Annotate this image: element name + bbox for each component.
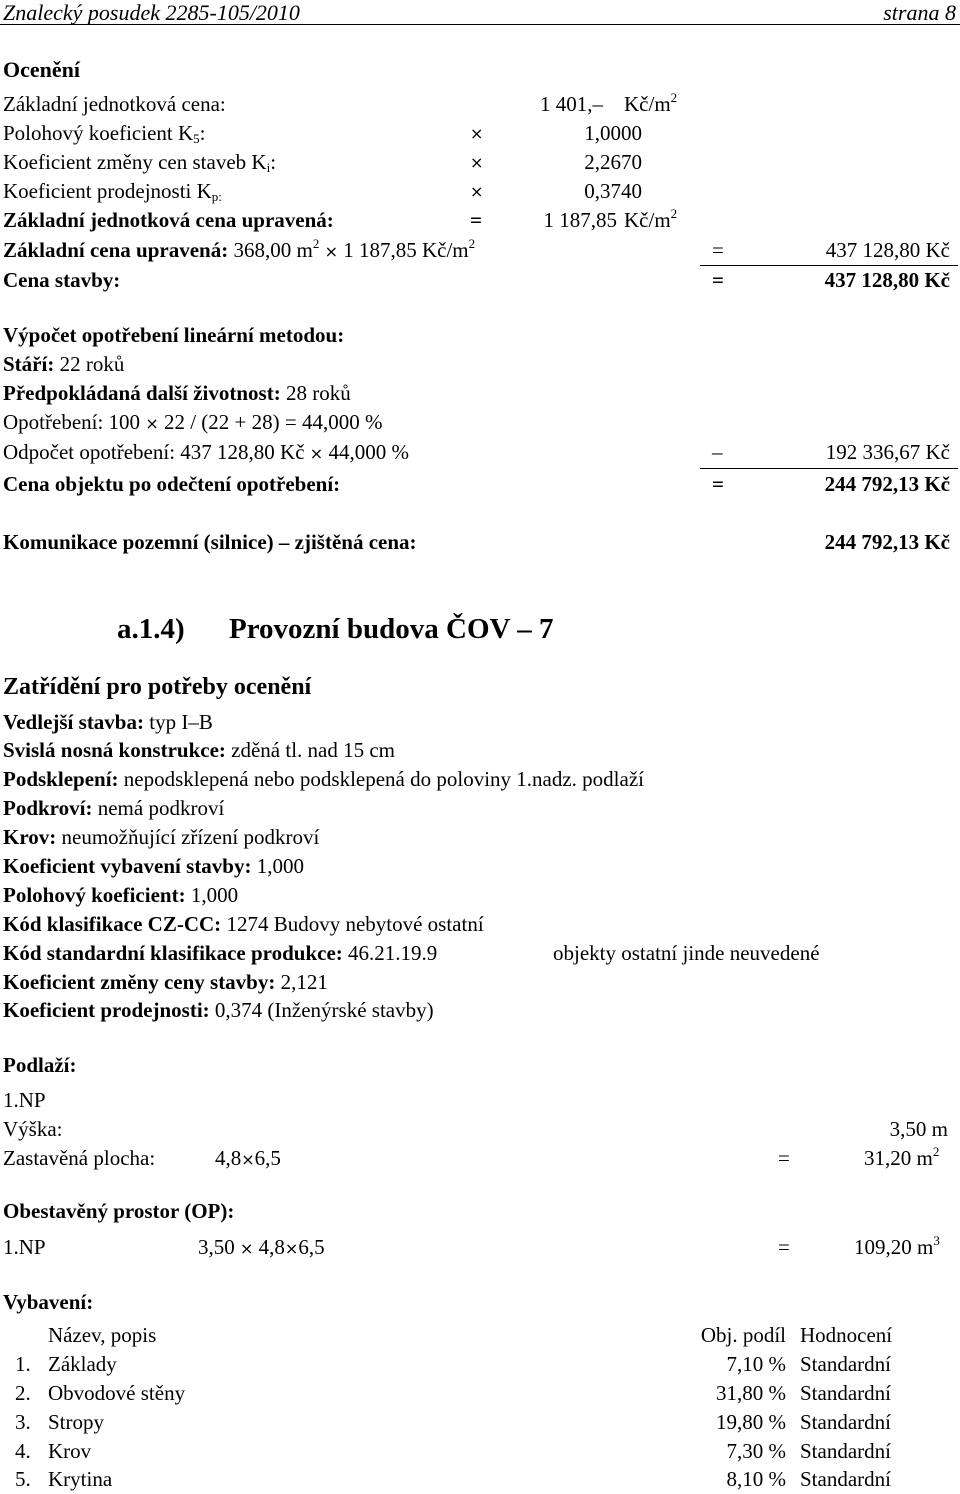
floor-name: 1.NP <box>3 1088 46 1112</box>
row-rating: Standardní <box>800 1410 891 1434</box>
row-label: Polohový koeficient $K_5$: <box>3 121 206 146</box>
row-label: 1.NP <box>3 1235 46 1259</box>
row-rating: Standardní <box>800 1381 891 1405</box>
sum-rule <box>700 265 958 266</box>
classification-item: Koeficient změny ceny stavby: 2,121 <box>3 970 328 994</box>
header-page-number: strana 8 <box>883 0 956 25</box>
row-share: 7,10 % <box>726 1352 786 1376</box>
column-header-name: Název, popis <box>48 1323 157 1347</box>
row-value: 1,0000 <box>584 121 642 145</box>
section-number: a.1.4) <box>117 613 185 645</box>
row-name: Krytina <box>48 1467 113 1491</box>
wear-age: Stáří: 22 roků <box>3 352 125 376</box>
header-rule <box>0 24 960 25</box>
wear-title: Výpočet opotřebení lineární metodou: <box>3 323 345 347</box>
row-value: 244 792,13 Kč <box>824 472 950 496</box>
row-label: Cena stavby: <box>3 268 121 292</box>
classification-item: Svislá nosná konstrukce: zděná tl. nad 15 cm <box>3 738 395 762</box>
classification-title: Zatřídění pro potřeby ocenění <box>3 674 312 700</box>
row-value: 437 128,80 Kč <box>824 268 950 292</box>
section-title-oceneni: Ocenění <box>3 57 80 82</box>
row-value: 244 792,13 Kč <box>824 530 950 554</box>
classification-item: Podsklepení: nepodsklepená nebo podsklepená do poloviny 1.nadz. podlaží <box>3 767 644 791</box>
classification-item: Krov: neumožňující zřízení podkroví <box>3 825 320 849</box>
row-value: 3,50 m <box>889 1117 948 1141</box>
volume-title: Obestavěný prostor (OP): <box>3 1199 235 1223</box>
row-value: 437 128,80 Kč <box>825 238 950 262</box>
multiply-sign: × <box>470 153 484 172</box>
row-label: Výška: <box>3 1117 63 1141</box>
classification-item: Kód klasifikace CZ-CC: 1274 Budovy nebytové ostatní <box>3 912 484 936</box>
row-unit: $Kč/m^2$ <box>624 206 678 232</box>
row-unit: $Kč/m^2$ <box>624 90 678 116</box>
sum-rule <box>700 468 958 469</box>
row-name: Krov <box>48 1439 92 1463</box>
equals-sign: = <box>778 1146 790 1170</box>
row-label: Odpočet opotřebení: 437 128,80 Kč × 44,000 % <box>3 440 409 464</box>
column-header-share: Obj. podíl <box>700 1323 786 1347</box>
row-label: Základní cena upravená: 368,00 $m^2 \times 1$ 187,85 $Kč/m^2$ <box>3 236 476 262</box>
row-value: 192 336,67 Kč <box>825 440 950 464</box>
row-name: Základy <box>48 1352 117 1376</box>
row-rating: Standardní <box>800 1467 891 1491</box>
classification-item-extra: objekty ostatní jinde neuvedené <box>553 941 820 965</box>
multiply-sign: × <box>470 182 484 201</box>
equals-sign: = <box>712 472 724 496</box>
equals-sign: = <box>778 1235 790 1259</box>
minus-sign: – <box>712 440 723 464</box>
row-share: 31,80 % <box>716 1381 786 1405</box>
row-name: Stropy <box>48 1410 105 1434</box>
equals-sign: = <box>712 238 724 262</box>
row-value: 1 187,85 <box>543 208 617 232</box>
row-label: Základní jednotková cena: <box>3 92 226 116</box>
section-title: Provozní budova ČOV – 7 <box>229 613 554 645</box>
classification-item: Koeficient vybavení stavby: 1,000 <box>3 854 304 878</box>
floors-title: Podlaží: <box>3 1053 77 1077</box>
row-value: 1 401,– <box>540 92 603 116</box>
row-value: 109,20 $m^3$ <box>854 1233 940 1259</box>
multiply-sign: × <box>470 124 484 143</box>
row-number: 1. <box>15 1352 31 1376</box>
classification-item: Podkroví: nemá podkroví <box>3 796 225 820</box>
row-label: Zastavěná plocha: <box>3 1146 156 1170</box>
row-label: Koeficient prodejnosti $K_{p:}$ <box>3 179 222 204</box>
row-share: 8,10 % <box>726 1467 786 1491</box>
row-label: Základní jednotková cena upravená: <box>3 208 334 232</box>
column-header-rating: Hodnocení <box>800 1323 893 1347</box>
row-rating: Standardní <box>800 1352 891 1376</box>
classification-item: Vedlejší stavba: typ I–B <box>3 710 213 734</box>
row-value: 0,3740 <box>584 179 642 203</box>
row-label: Cena objektu po odečtení opotřebení: <box>3 472 341 496</box>
row-label: Koeficient změny cen staveb $K_i$: <box>3 150 277 175</box>
row-number: 4. <box>15 1439 31 1463</box>
row-rating: Standardní <box>800 1439 891 1463</box>
row-number: 5. <box>15 1467 31 1491</box>
row-label: Komunikace pozemní (silnice) – zjištěná cena: <box>3 530 417 554</box>
classification-item: Polohový koeficient: 1,000 <box>3 883 239 907</box>
row-name: Obvodové stěny <box>48 1381 186 1405</box>
equals-sign: = <box>712 268 724 292</box>
wear-life: Předpokládaná další životnost: 28 roků <box>3 381 351 405</box>
row-value: 31,20 $m^2$ <box>864 1144 940 1170</box>
row-number: 3. <box>15 1410 31 1434</box>
header-title: Znalecký posudek 2285-105/2010 <box>3 0 300 25</box>
classification-item: Koeficient prodejnosti: 0,374 (Inženýrské stavby) <box>3 998 434 1022</box>
row-share: 7,30 % <box>726 1439 786 1463</box>
row-number: 2. <box>15 1381 31 1405</box>
row-expression: 3,50 × 4,8×6,5 <box>198 1235 325 1259</box>
classification-item: Kód standardní klasifikace produkce: 46.21.19.9 <box>3 941 438 965</box>
row-expression: 4,8×6,5 <box>215 1146 281 1170</box>
row-value: 2,2670 <box>584 150 642 174</box>
wear-calc: Opotřebení: 100 × 22 / (22 + 28) = 44,000 % <box>3 410 383 434</box>
row-share: 19,80 % <box>716 1410 786 1434</box>
equals-sign: = <box>470 208 482 232</box>
equipment-title: Vybavení: <box>3 1290 94 1314</box>
